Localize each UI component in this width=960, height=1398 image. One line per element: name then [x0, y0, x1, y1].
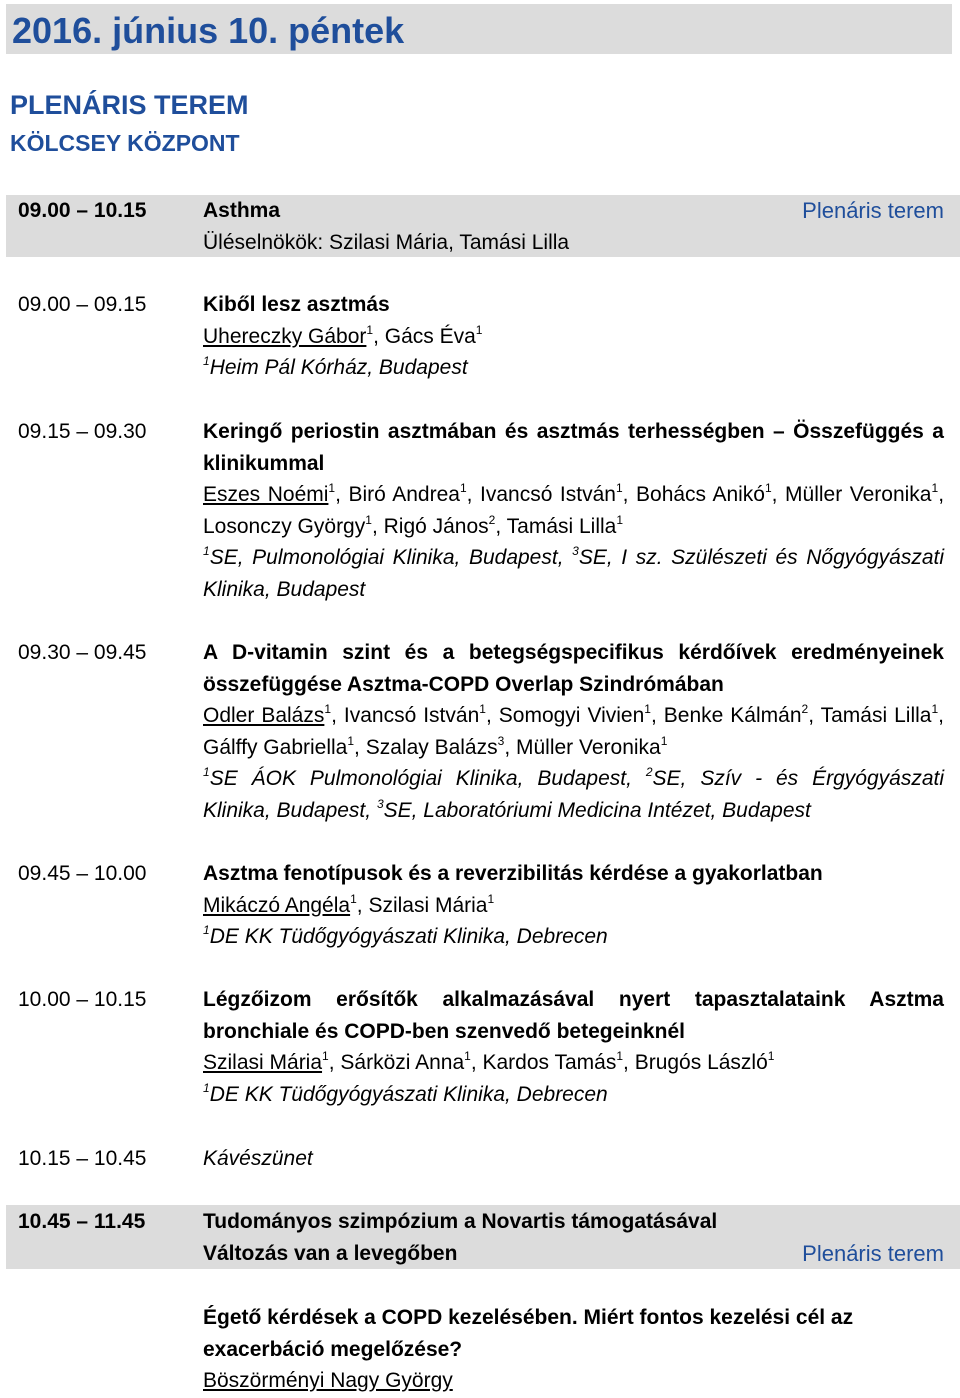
session-room: Plenáris terem — [802, 1241, 944, 1266]
presenter-name: Mikáczó Angéla — [203, 893, 351, 917]
talk-authors: Szilasi Mária$^1$, Sárközi Anna$^1$, Kardos Tamás$^1$, Brugós László$^1$ — [203, 1049, 775, 1074]
day-heading: 2016. június 10. péntek — [12, 10, 405, 51]
talk-title: Légzőizom erősítők alkalmazásával nyert tapasztalataink Asztma bronchiale és COPD-ben szenvedő betegeinknél — [203, 988, 944, 1043]
hall-name: PLENÁRIS TEREM — [10, 90, 249, 120]
talk-time: 09.30 – 09.45 — [18, 641, 147, 664]
presenter-name: Szilasi Mária — [203, 1051, 323, 1074]
talk-block — [203, 984, 944, 1110]
presenter-name: Odler Balázs — [203, 704, 325, 727]
talk-authors: Eszes Noémi$^1$, Biró Andrea$^1$, Ivancsó István$^1$, Bohács Anikó$^1$, Müller Veronika$^1$, Losonczy György$^1$, Rigó János$^2$, Tamási Lilla$^1$ — [203, 481, 945, 538]
presenter-name: Böszörményi Nagy György — [203, 1369, 453, 1392]
talk-block — [203, 416, 944, 605]
talk-authors: Odler Balázs$^1$, Ivancsó István$^1$, Somogyi Vivien$^1$, Benke Kálmán$^2$, Tamási Lilla$^1$, Gálffy Gabriella$^1$, Szalay Balázs$^3$, Müller Veronika$^1$ — [203, 702, 945, 759]
session-room: Plenáris terem — [802, 198, 944, 223]
talk-title: A D-vitamin szint és a betegségspecifikus kérdőívek eredményeinek összefüggése Asztma-COPD Overlap Szindrómában — [203, 641, 944, 696]
day-heading-bar — [6, 4, 952, 54]
session-time: 09.00 – 10.15 — [18, 199, 147, 222]
talk-time: 09.15 – 09.30 — [18, 420, 147, 443]
talk-block — [203, 637, 944, 826]
talk-affiliation: $^1$SE ÁOK Pulmonológiai Klinika, Budapest, $^2$SE, Szív - és Érgyógyászati Klinika, Budapest, $^3$SE, Laboratóriumi Medicina Intézet, Budapest — [203, 765, 944, 822]
hall-venue: KÖLCSEY KÖZPONT — [10, 130, 240, 156]
session-time: 10.45 – 11.45 — [18, 1210, 146, 1233]
talk-authors: Uhereczky Gábor$^1$, Gács Éva$^1$ — [203, 322, 483, 348]
talk-block — [203, 1302, 944, 1397]
break-label: Kávészünet — [203, 1147, 313, 1170]
talk-time: 09.00 – 09.15 — [18, 293, 147, 316]
talk-affiliation: $^1$Heim Pál Kórház, Budapest — [203, 354, 468, 379]
session-subtitle: Változás van a levegőben — [203, 1241, 458, 1265]
talk-affiliation: $^1$DE KK Tüdőgyógyászati Klinika, Debrecen — [203, 1080, 608, 1106]
presenter-name: Uhereczky Gábor — [203, 324, 367, 348]
break-time: 10.15 – 10.45 — [18, 1147, 147, 1170]
session-title: Tudományos szimpózium a Novartis támogatásával — [203, 1210, 718, 1233]
talk-title: Asztma fenotípusok és a reverzibilitás kérdése a gyakorlatban — [203, 862, 823, 885]
session-title: Asthma — [203, 199, 281, 222]
talk-block — [203, 289, 944, 384]
talk-block — [203, 858, 944, 953]
presenter-name: Eszes Noémi — [203, 483, 329, 506]
talk-authors: Mikáczó Angéla$^1$, Szilasi Mária$^1$ — [203, 891, 495, 917]
talk-affiliation: $^1$SE, Pulmonológiai Klinika, Budapest, $^3$SE, I sz. Szülészeti és Nőgyógyászati Klinika, Budapest — [203, 544, 944, 601]
talk-time: 10.00 – 10.15 — [18, 988, 147, 1011]
talk-title: Kiből lesz asztmás — [203, 293, 390, 316]
talk-affiliation: $^1$DE KK Tüdőgyógyászati Klinika, Debrecen — [203, 923, 608, 948]
talk-time: 09.45 – 10.00 — [18, 862, 147, 885]
talk-title: Keringő periostin asztmában és asztmás terhességben – Összefüggés a klinikummal — [203, 420, 944, 475]
session-chairs: Üléselnökök: Szilasi Mária, Tamási Lilla — [203, 230, 570, 254]
talk-title: Égető kérdések a COPD kezelésében. Miért fontos kezelési cél az exacerbáció megelőzése? — [203, 1306, 854, 1361]
